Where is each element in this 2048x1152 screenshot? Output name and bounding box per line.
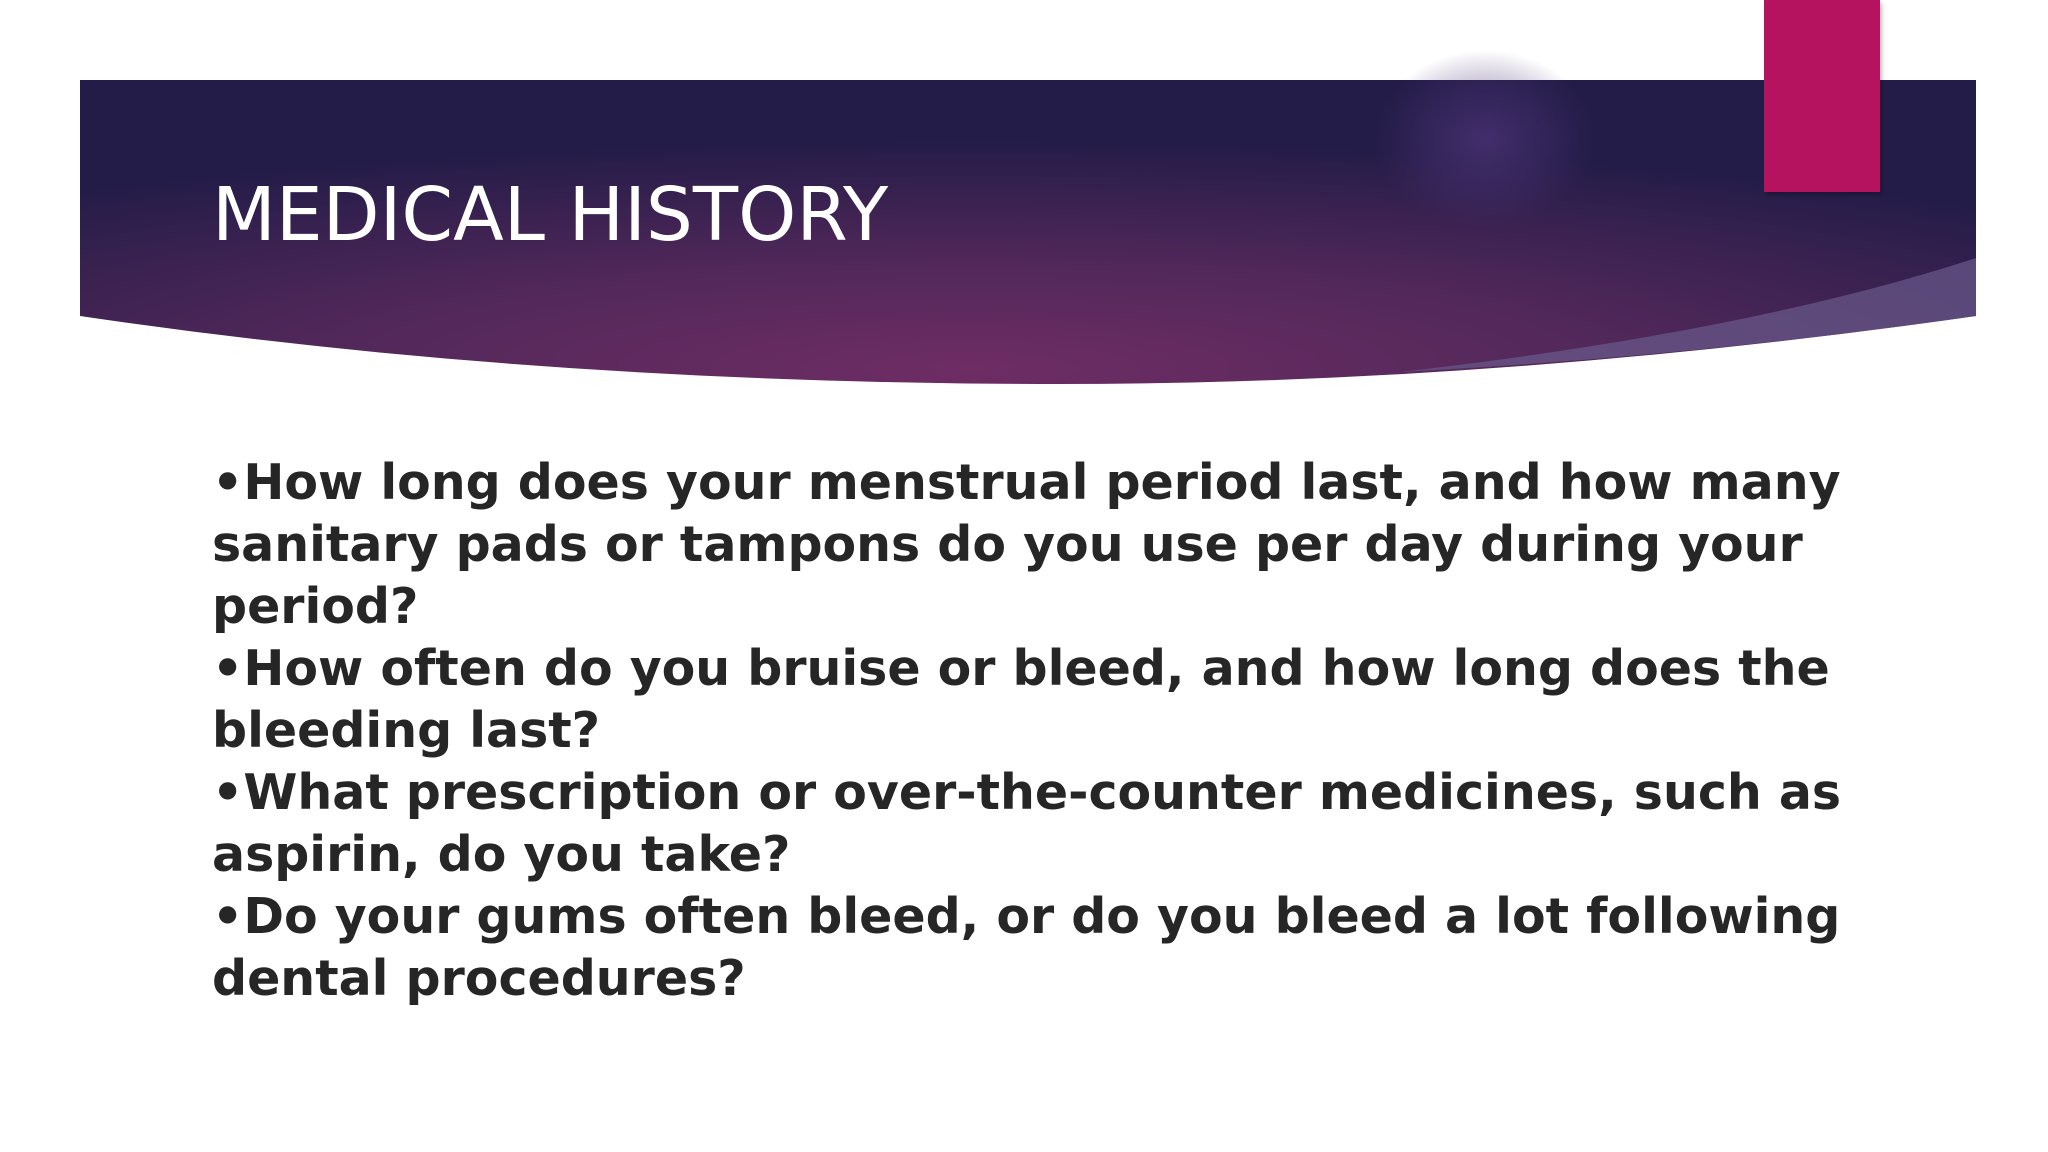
slide-title: MEDICAL HISTORY [212,172,889,258]
bullet-text: What prescription or over-the-counter medicines, such as aspirin, do you take? [212,764,1842,883]
bullet-list [212,452,1932,1010]
bullet-marker: • [212,888,244,945]
bullet-marker: • [212,640,244,697]
bullet-item [212,886,1932,1010]
bullet-item [212,638,1932,762]
bullet-text: How long does your menstrual period last, and how many sanitary pads or tampons do you use per day during your period? [212,454,1841,635]
bullet-marker: • [212,764,244,821]
bullet-item [212,762,1932,886]
bullet-text: How often do you bruise or bleed, and how long does the bleeding last? [212,640,1830,759]
bullet-text: Do your gums often bleed, or do you bleed a lot following dental procedures? [212,888,1841,1007]
accent-tab [1764,0,1880,192]
bullet-item [212,452,1932,638]
bullet-marker: • [212,454,244,511]
